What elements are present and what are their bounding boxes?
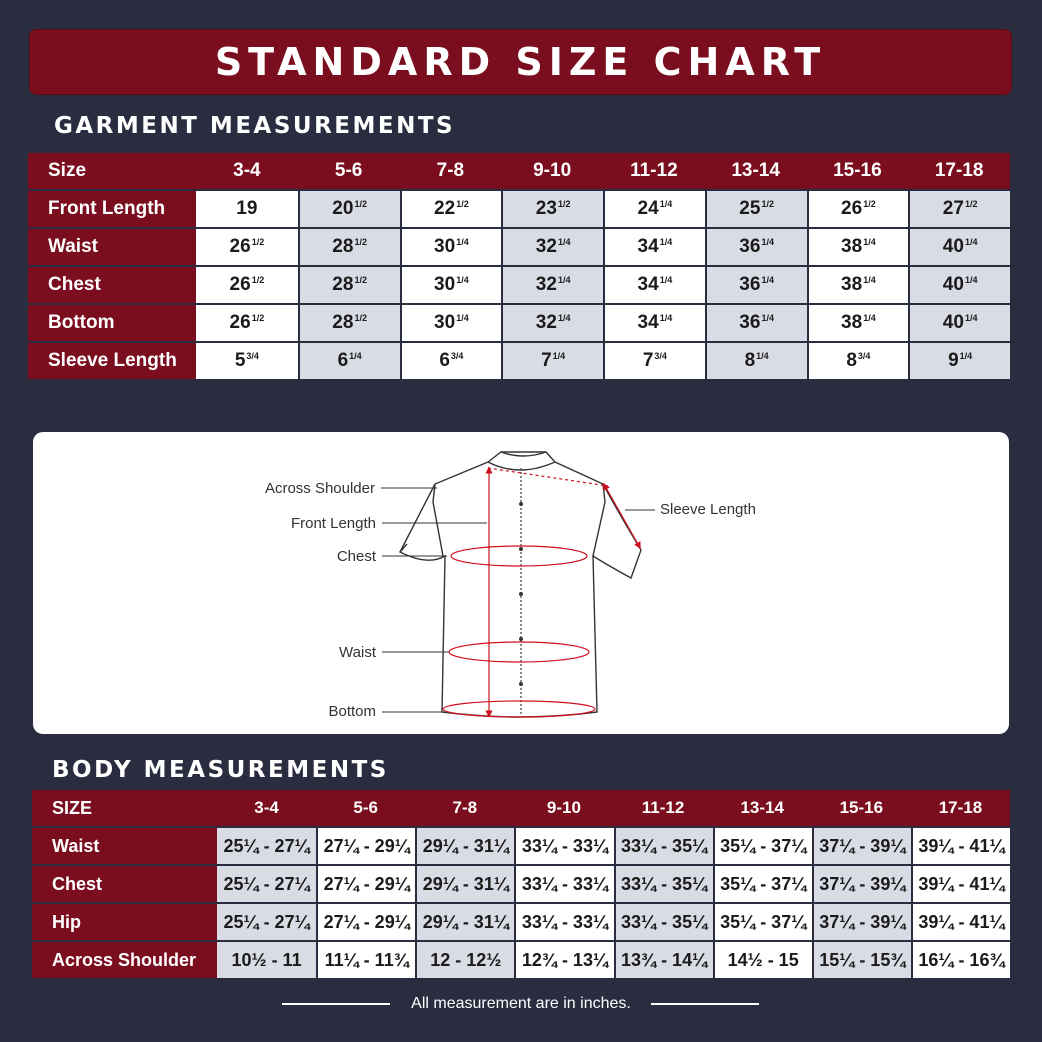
- size-column-header: 11-12: [614, 790, 713, 826]
- fraction-value: 1/4: [756, 351, 769, 361]
- measurement-range-cell: 27¼ - 29¼: [316, 864, 415, 902]
- measurement-range-cell: 37¼ - 39¼: [812, 826, 911, 864]
- whole-value: 23: [535, 198, 557, 219]
- row-label: Bottom: [28, 303, 196, 341]
- measurement-cell: [298, 303, 400, 341]
- fraction-value: 1/2: [557, 199, 571, 209]
- fraction-value: 1/2: [251, 313, 265, 323]
- measurement-cell: [908, 227, 1010, 265]
- measurement-cell: [400, 265, 502, 303]
- size-column-header: 17-18: [911, 790, 1010, 826]
- measurement-cell: [501, 303, 603, 341]
- size-column-header: 7-8: [415, 790, 514, 826]
- row-label: Across Shoulder: [32, 940, 217, 978]
- measurement-range-cell: 29¼ - 31¼: [415, 864, 514, 902]
- footer-note: All measurement are in inches.: [411, 995, 631, 1012]
- fraction-value: 1/4: [659, 199, 673, 209]
- fraction-value: 1/2: [863, 199, 876, 209]
- measurement-cell: [908, 189, 1010, 227]
- fraction-value: 1/2: [354, 199, 367, 209]
- measurement-cell: [807, 227, 909, 265]
- table-row: [32, 864, 1010, 902]
- table-row: [28, 189, 1010, 227]
- fraction-value: 3/4: [857, 351, 871, 361]
- measurement-cell: [501, 265, 603, 303]
- whole-value: 26: [841, 198, 863, 219]
- fraction-value: 1/2: [251, 275, 265, 285]
- fraction-value: 1/4: [964, 237, 978, 247]
- size-column-header: 13-14: [705, 153, 807, 189]
- measurement-range-cell: 37¼ - 39¼: [812, 864, 911, 902]
- measurement-cell: [908, 303, 1010, 341]
- measurement-cell: [196, 265, 298, 303]
- measurement-cell: [807, 265, 909, 303]
- fraction-value: 1/4: [552, 351, 566, 361]
- measurement-cell: [705, 341, 807, 379]
- whole-value: 28: [332, 274, 354, 295]
- whole-value: 38: [841, 274, 863, 295]
- garment-measurements-table: [28, 153, 1010, 379]
- whole-value: 25: [739, 198, 761, 219]
- whole-value: 38: [841, 236, 863, 257]
- fraction-value: 1/4: [761, 313, 774, 323]
- whole-value: 7: [642, 350, 654, 371]
- measurement-range-cell: 35¼ - 37¼: [713, 864, 812, 902]
- garment-heading: GARMENT MEASUREMENTS: [54, 113, 456, 139]
- fraction-value: 1/4: [659, 237, 673, 247]
- table-row: [32, 940, 1010, 978]
- shirt-diagram: [33, 432, 1009, 734]
- measurement-range-cell: 39¼ - 41¼: [911, 864, 1010, 902]
- measurement-cell: [298, 265, 400, 303]
- whole-value: 30: [434, 312, 456, 333]
- fraction-value: 1/4: [863, 313, 876, 323]
- fraction-value: 1/4: [456, 275, 469, 285]
- whole-value: 34: [637, 274, 659, 295]
- size-column-header: 13-14: [713, 790, 812, 826]
- measurement-cell: [298, 341, 400, 379]
- measurement-range-cell: 33¼ - 33¼: [514, 864, 613, 902]
- size-column-header: 5-6: [298, 153, 400, 189]
- fraction-value: 1/4: [964, 275, 978, 285]
- whole-value: 28: [332, 312, 354, 333]
- measurement-cell: [705, 189, 807, 227]
- whole-value: 26: [229, 312, 251, 333]
- size-column-header: 9-10: [514, 790, 613, 826]
- row-label: Front Length: [28, 189, 196, 227]
- table-row: [32, 902, 1010, 940]
- fraction-value: 1/4: [349, 351, 362, 361]
- measurement-cell: [196, 189, 298, 227]
- measurement-range-cell: 25¼ - 27¼: [217, 902, 316, 940]
- row-label: Waist: [32, 826, 217, 864]
- whole-value: 32: [535, 236, 557, 257]
- measurement-cell: [908, 265, 1010, 303]
- size-column-header: 3-4: [196, 153, 298, 189]
- table-row: [28, 341, 1010, 379]
- size-column-header: 15-16: [812, 790, 911, 826]
- whole-value: 26: [229, 274, 251, 295]
- table-row: [28, 227, 1010, 265]
- measurement-cell: [807, 341, 909, 379]
- fraction-value: 3/4: [246, 351, 259, 361]
- body-heading: BODY MEASUREMENTS: [52, 757, 389, 783]
- measurement-range-cell: 27¼ - 29¼: [316, 902, 415, 940]
- measurement-range-cell: 39¼ - 41¼: [911, 902, 1010, 940]
- fraction-value: 1/2: [354, 237, 367, 247]
- fraction-value: 1/2: [456, 199, 469, 209]
- fraction-value: 1/4: [557, 237, 571, 247]
- measurement-range-cell: 11¼ - 11¾: [316, 940, 415, 978]
- row-label: Hip: [32, 902, 217, 940]
- whole-value: 19: [236, 198, 258, 219]
- whole-value: 36: [739, 312, 761, 333]
- whole-value: 22: [434, 198, 456, 219]
- size-column-header: 15-16: [807, 153, 909, 189]
- measurement-range-cell: 33¼ - 35¼: [614, 864, 713, 902]
- size-column-header: 3-4: [217, 790, 316, 826]
- size-column-header: 17-18: [908, 153, 1010, 189]
- whole-value: 6: [337, 350, 349, 371]
- measurement-cell: [400, 341, 502, 379]
- measurement-range-cell: 25¼ - 27¼: [217, 826, 316, 864]
- measurement-cell: [705, 303, 807, 341]
- measurement-cell: [196, 227, 298, 265]
- fraction-value: 1/4: [456, 237, 469, 247]
- whole-value: 8: [846, 350, 857, 371]
- label-across-shoulder: Across Shoulder: [264, 480, 375, 497]
- measurement-cell: [400, 303, 502, 341]
- row-label: Sleeve Length: [28, 341, 196, 379]
- measurement-cell: [603, 227, 705, 265]
- measurement-cell: [400, 227, 502, 265]
- measurement-cell: [807, 189, 909, 227]
- measurement-cell: [196, 341, 298, 379]
- whole-value: 30: [434, 236, 456, 257]
- measurement-range-cell: 35¼ - 37¼: [713, 826, 812, 864]
- size-column-header: 5-6: [316, 790, 415, 826]
- measurement-range-cell: 25¼ - 27¼: [217, 864, 316, 902]
- table-row: [28, 303, 1010, 341]
- fraction-value: 1/4: [659, 275, 673, 285]
- whole-value: 27: [942, 198, 964, 219]
- measurement-cell: [603, 265, 705, 303]
- shirt-outline: [400, 452, 641, 717]
- measurement-cell: [807, 303, 909, 341]
- page-title: STANDARD SIZE CHART: [214, 40, 827, 84]
- fraction-value: 1/4: [456, 313, 469, 323]
- size-header: SIZE: [32, 790, 217, 826]
- label-sleeve-length: Sleeve Length: [660, 501, 756, 518]
- fraction-value: 1/2: [251, 237, 265, 247]
- measurement-cell: [603, 189, 705, 227]
- label-bottom: Bottom: [328, 703, 376, 720]
- measurement-range-cell: 12¾ - 13¼: [514, 940, 613, 978]
- measurement-cell: [501, 189, 603, 227]
- size-column-header: 9-10: [501, 153, 603, 189]
- whole-value: 32: [535, 274, 557, 295]
- measurement-range-cell: 15¼ - 15¾: [812, 940, 911, 978]
- whole-value: 36: [739, 274, 761, 295]
- body-header-row: [32, 790, 1010, 826]
- fraction-value: 1/4: [761, 275, 774, 285]
- whole-value: 24: [637, 198, 659, 219]
- measurement-range-cell: 14½ - 15: [713, 940, 812, 978]
- fraction-value: 1/2: [354, 275, 367, 285]
- measurement-range-cell: 10½ - 11: [217, 940, 316, 978]
- row-label: Chest: [32, 864, 217, 902]
- fraction-value: 1/2: [354, 313, 367, 323]
- whole-value: 40: [942, 236, 964, 257]
- label-chest: Chest: [336, 548, 376, 565]
- fraction-value: 1/4: [964, 313, 978, 323]
- row-label: Chest: [28, 265, 196, 303]
- table-row: [28, 265, 1010, 303]
- row-label: Waist: [28, 227, 196, 265]
- measurement-cell: [298, 227, 400, 265]
- label-front-length: Front Length: [290, 515, 376, 532]
- whole-value: 28: [332, 236, 354, 257]
- whole-value: 5: [234, 350, 246, 371]
- size-column-header: 7-8: [400, 153, 502, 189]
- fraction-value: 3/4: [450, 351, 464, 361]
- whole-value: 40: [942, 274, 964, 295]
- measurement-range-cell: 35¼ - 37¼: [713, 902, 812, 940]
- measurement-cell: [298, 189, 400, 227]
- garment-header-row: [28, 153, 1010, 189]
- whole-value: 20: [332, 198, 354, 219]
- fraction-value: 1/4: [863, 237, 876, 247]
- measurement-range-cell: 33¼ - 33¼: [514, 902, 613, 940]
- fraction-value: 1/4: [557, 313, 571, 323]
- measurement-cell: [501, 227, 603, 265]
- measurement-range-cell: 39¼ - 41¼: [911, 826, 1010, 864]
- whole-value: 34: [637, 236, 659, 257]
- measurement-range-cell: 37¼ - 39¼: [812, 902, 911, 940]
- whole-value: 30: [434, 274, 456, 295]
- fraction-value: 1/2: [964, 199, 978, 209]
- fraction-value: 1/4: [659, 313, 673, 323]
- fraction-value: 1/4: [959, 351, 973, 361]
- whole-value: 8: [744, 350, 756, 371]
- measurement-range-cell: 29¼ - 31¼: [415, 826, 514, 864]
- size-column-header: 11-12: [603, 153, 705, 189]
- measurement-cell: [603, 303, 705, 341]
- measurement-range-cell: 13¾ - 14¼: [614, 940, 713, 978]
- shirt-diagram-panel: [33, 432, 1009, 734]
- whole-value: 40: [942, 312, 964, 333]
- label-waist: Waist: [339, 644, 376, 661]
- fraction-value: 1/4: [557, 275, 571, 285]
- fraction-value: 1/4: [761, 237, 774, 247]
- measurement-range-cell: 12 - 12½: [415, 940, 514, 978]
- whole-value: 6: [439, 350, 450, 371]
- measurement-cell: [603, 341, 705, 379]
- measurement-cell: [908, 341, 1010, 379]
- measurement-range-cell: 33¼ - 35¼: [614, 826, 713, 864]
- measurement-range-cell: 27¼ - 29¼: [316, 826, 415, 864]
- fraction-value: 1/4: [863, 275, 876, 285]
- measurement-range-cell: 16¼ - 16¾: [911, 940, 1010, 978]
- measurement-range-cell: 33¼ - 33¼: [514, 826, 613, 864]
- whole-value: 7: [541, 350, 552, 371]
- measurement-cell: [705, 265, 807, 303]
- whole-value: 34: [637, 312, 659, 333]
- whole-value: 26: [229, 236, 251, 257]
- body-measurements-table: [32, 790, 1010, 978]
- whole-value: 32: [535, 312, 557, 333]
- whole-value: 38: [841, 312, 863, 333]
- measurement-cell: [705, 227, 807, 265]
- fraction-value: 1/2: [761, 199, 774, 209]
- measurement-cell: [196, 303, 298, 341]
- fraction-value: 3/4: [654, 351, 667, 361]
- whole-value: 36: [739, 236, 761, 257]
- measurement-cell: [501, 341, 603, 379]
- measurement-range-cell: 29¼ - 31¼: [415, 902, 514, 940]
- whole-value: 9: [948, 350, 959, 371]
- table-row: [32, 826, 1010, 864]
- measurement-cell: [400, 189, 502, 227]
- measurement-range-cell: 33¼ - 35¼: [614, 902, 713, 940]
- size-header: Size: [28, 153, 196, 189]
- title-banner: [30, 30, 1011, 94]
